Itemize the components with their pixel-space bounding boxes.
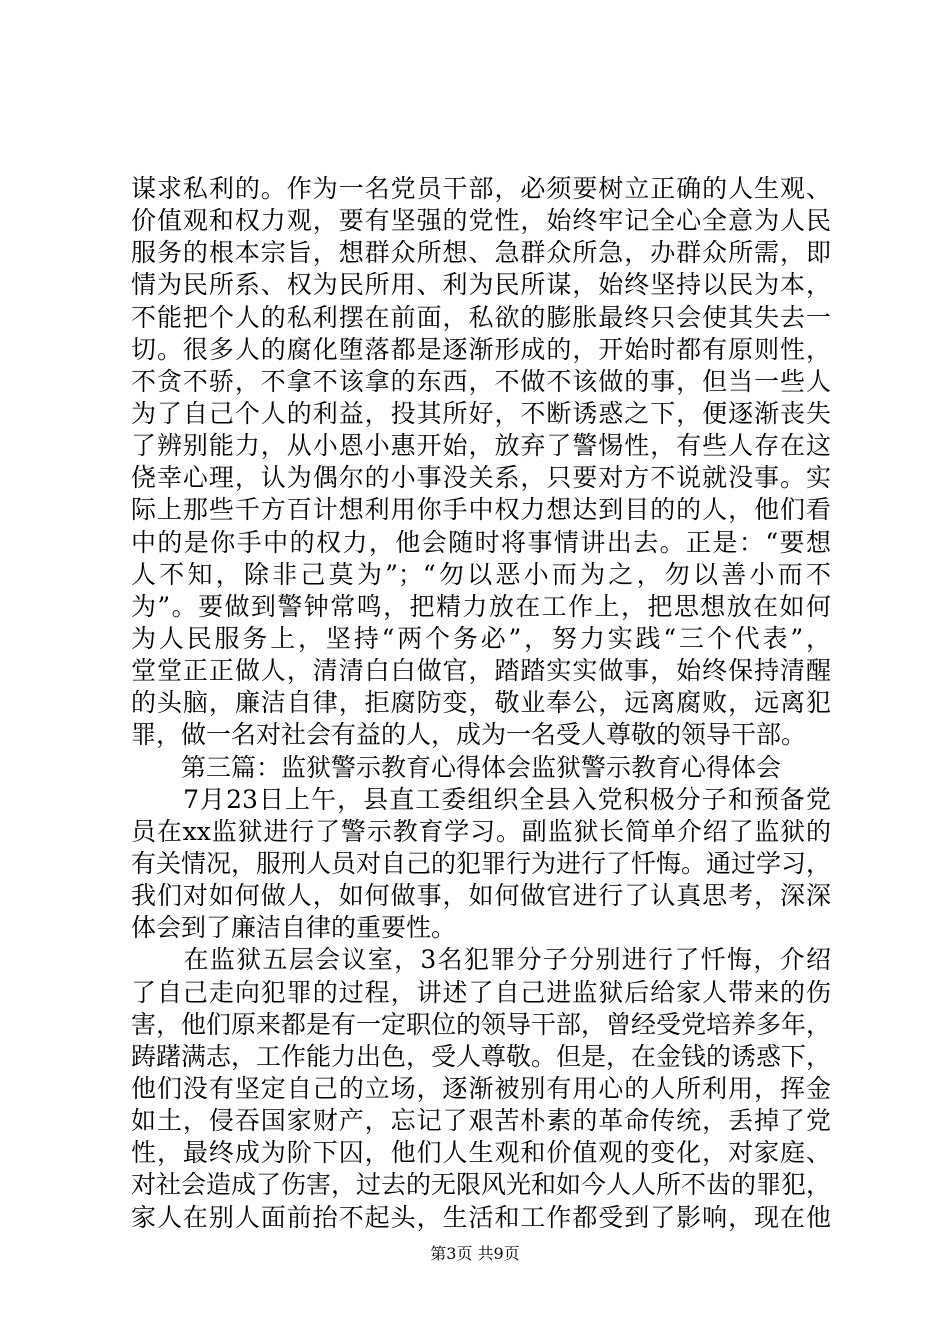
text-line: 际上那些千方百计想利用你手中权力想达到目的的人，他们看 [131,495,831,525]
document-body [131,173,831,1234]
text-line: 员在xx监狱进行了警示教育学习。副监狱长简单介绍了监狱的 [131,816,831,846]
text-line: 谋求私利的。作为一名党员干部，必须要树立正确的人生观、 [131,174,831,203]
text-line: 服务的根本宗旨，想群众所想、急群众所急，办群众所需，即 [131,238,831,268]
text-line: 如土，侵吞国家财产，忘记了艰苦朴素的革命传统，丢掉了党 [131,1106,831,1136]
text-line: 他们没有坚定自己的立场，逐渐被别有用心的人所利用，挥金 [131,1073,831,1103]
text-line: 的头脑，廉洁自律，拒腐防变，敬业奉公，远离腐败，远离犯 [131,688,831,718]
text-line: 情为民所系、权为民所用、利为民所谋，始终坚持以民为本， [131,270,831,300]
text-line: 有关情况，服刑人员对自己的犯罪行为进行了忏悔。通过学习， [131,848,832,878]
text-line: 价值观和权力观，要有坚强的党性，始终牢记全心全意为人民 [131,206,831,236]
text-line: 人不知，除非己莫为”；“勿以恶小而为之，勿以善小而不 [131,559,831,589]
text-line: 堂堂正正做人，清清白白做官，踏踏实实做事，始终保持清醒 [131,656,831,686]
text-line: 我们对如何做人，如何做事，如何做官进行了认真思考，深深 [131,881,831,911]
text-line: 对社会造成了伤害，过去的无限风光和如今人人所不齿的罪犯， [131,1170,832,1200]
section-heading: 第三篇：监狱警示教育心得体会监狱警示教育心得体会 [131,752,782,782]
text-line: 为”。要做到警钟常鸣，把精力放在工作上，把思想放在如何 [131,591,831,621]
text-line: 为人民服务上，坚持“两个务必”，努力实践“三个代表”， [131,623,831,653]
text-line: 了自己走向犯罪的过程，讲述了自己进监狱后给家人带来的伤 [131,977,831,1007]
text-line: 侥幸心理，认为偶尔的小事没关系，只要对方不说就没事。实 [131,463,831,493]
text-line: 为了自己个人的利益，投其所好，不断诱惑之下，便逐渐丧失 [131,398,831,428]
text-line: 中的是你手中的权力，他会随时将事情讲出去。正是：“要想 [131,527,831,557]
text-line: 切。很多人的腐化堕落都是逐渐形成的，开始时都有原则性， [131,334,831,364]
text-line: 体会到了廉洁自律的重要性。 [131,913,457,943]
text-line: 不贪不骄，不拿不该拿的东西，不做不该做的事，但当一些人 [131,366,831,396]
text-line: 了辨别能力，从小恩小惠开始，放弃了警惕性，有些人存在这 [131,431,831,461]
page-footer: 第3页 共9页 [430,1244,520,1263]
text-line: 踌躇满志，工作能力出色，受人尊敬。但是，在金钱的诱惑下， [131,1041,832,1071]
text-line: 罪，做一名对社会有益的人，成为一名受人尊敬的领导干部。 [131,720,807,750]
text-line: 不能把个人的私利摆在前面，私欲的膨胀最终只会使其失去一 [131,302,831,332]
text-line: 7月23日上午，县直工委组织全县入党积极分子和预备党 [131,784,831,814]
text-line: 在监狱五层会议室，3名犯罪分子分别进行了忏悔，介绍 [131,945,831,975]
text-line: 害，他们原来都是有一定职位的领导干部，曾经受党培养多年， [131,1009,832,1039]
text-line: 家人在别人面前抬不起头，生活和工作都受到了影响，现在他 [131,1202,831,1232]
text-line: 性，最终成为阶下囚，他们人生观和价值观的变化，对家庭、 [131,1138,831,1168]
